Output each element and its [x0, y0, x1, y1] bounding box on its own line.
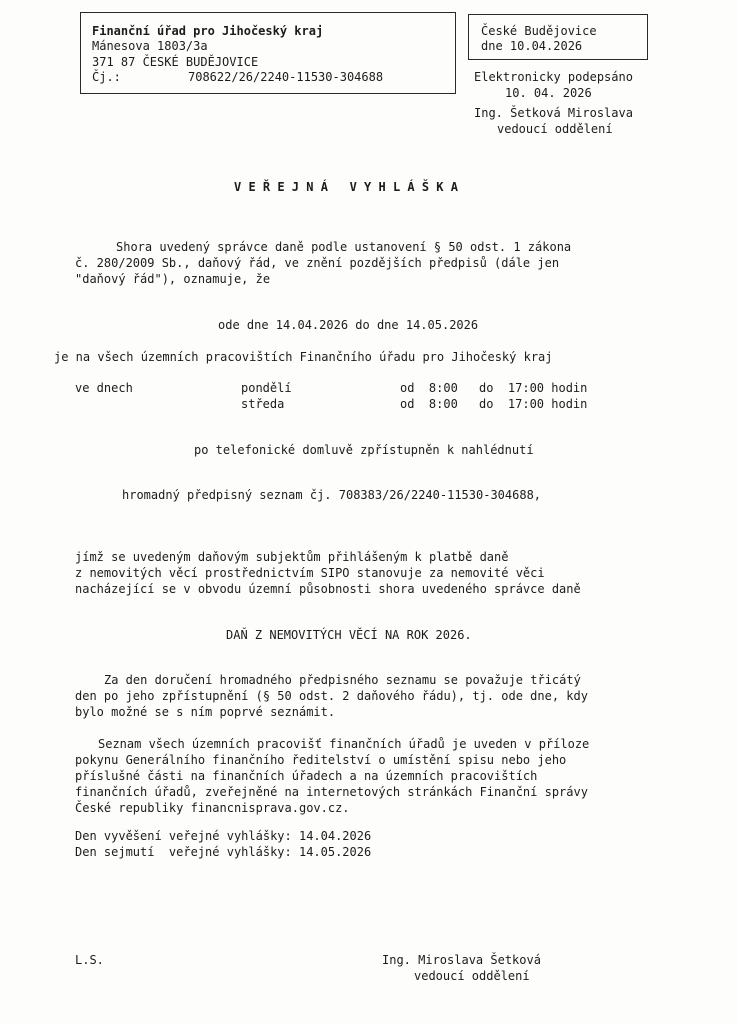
schedule-from-1: od 8:00	[400, 381, 458, 395]
document-title: V E Ř E J N Á V Y H L Á Š K A	[234, 180, 458, 194]
offices-line-3: příslušné části na finančních úřadech a na územních pracovištích	[75, 769, 538, 783]
availability: je na všech územních pracovištích Finančního úřadu pro Jihočeský kraj	[54, 350, 553, 364]
schedule-day-1: pondělí	[241, 381, 292, 395]
period: ode dne 14.04.2026 do dne 14.05.2026	[218, 318, 479, 332]
sender-street: Mánesova 1803/3a	[92, 39, 208, 53]
ls-mark: L.S.	[75, 953, 104, 967]
tax-title: DAŇ Z NEMOVITÝCH VĚCÍ NA ROK 2026.	[226, 628, 472, 642]
schedule-label: ve dnech	[75, 381, 133, 395]
issue-date: dne 10.04.2026	[481, 39, 583, 53]
removal-date: Den sejmutí veřejné vyhlášky: 14.05.2026	[75, 845, 372, 859]
schedule-day-2: středa	[241, 397, 285, 411]
list-reference: hromadný předpisný seznam čj. 708383/26/2240-11530-304688,	[122, 488, 542, 502]
intro-line-3: "daňový řád"), oznamuje, že	[75, 272, 271, 286]
sender-city: 371 87 ČESKÉ BUDĚJOVICE	[92, 55, 259, 69]
subjects-line-2: z nemovitých věcí prostřednictvím SIPO stanovuje za nemovité věci	[75, 566, 545, 580]
intro-line-1: Shora uvedený správce daně podle ustanovení § 50 odst. 1 zákona	[116, 240, 572, 254]
signature-line-3: Ing. Šetková Miroslava	[474, 106, 633, 120]
schedule-to-2: do 17:00 hodin	[479, 397, 588, 411]
offices-line-4: finančních úřadů, zveřejněné na internetových stránkách Finanční správy	[75, 785, 588, 799]
sender-office: Finanční úřad pro Jihočeský kraj	[92, 24, 324, 38]
offices-line-1: Seznam všech územních pracovišť finančních úřadů je uveden v příloze	[98, 737, 590, 751]
delivery-line-3: bylo možné se s ním poprvé seznámit.	[75, 705, 336, 719]
place: České Budějovice	[481, 24, 597, 38]
offices-line-5: České republiky financnisprava.gov.cz.	[75, 801, 350, 815]
delivery-line-2: den po jeho zpřístupnění (§ 50 odst. 2 daňového řádu), tj. ode dne, kdy	[75, 689, 588, 703]
signatory-role: vedoucí oddělení	[414, 969, 530, 983]
subjects-line-3: nacházející se v obvodu územní působnosti shora uvedeného správce daně	[75, 582, 581, 596]
signature-line-4: vedoucí oddělení	[497, 122, 613, 136]
signature-line-1: Elektronicky podepsáno	[474, 70, 633, 84]
schedule-from-2: od 8:00	[400, 397, 458, 411]
signatory-name: Ing. Miroslava Šetková	[382, 953, 541, 967]
intro-line-2: č. 280/2009 Sb., daňový řád, ve znění pozdějších předpisů (dále jen	[75, 256, 560, 270]
reference-number: 708622/26/2240-11530-304688	[188, 70, 384, 84]
posting-date: Den vyvěšení veřejné vyhlášky: 14.04.2026	[75, 829, 372, 843]
reference-label: Čj.:	[92, 70, 121, 84]
offices-line-2: pokynu Generálního finančního ředitelství o umístění spisu nebo jeho	[75, 753, 567, 767]
access-note: po telefonické domluvě zpřístupněn k nahlédnutí	[194, 443, 534, 457]
delivery-line-1: Za den doručení hromadného předpisného seznamu se považuje třicátý	[104, 673, 581, 687]
schedule-to-1: do 17:00 hodin	[479, 381, 588, 395]
signature-line-2: 10. 04. 2026	[505, 86, 592, 100]
subjects-line-1: jímž se uvedeným daňovým subjektům přihlášeným k platbě daně	[75, 550, 509, 564]
